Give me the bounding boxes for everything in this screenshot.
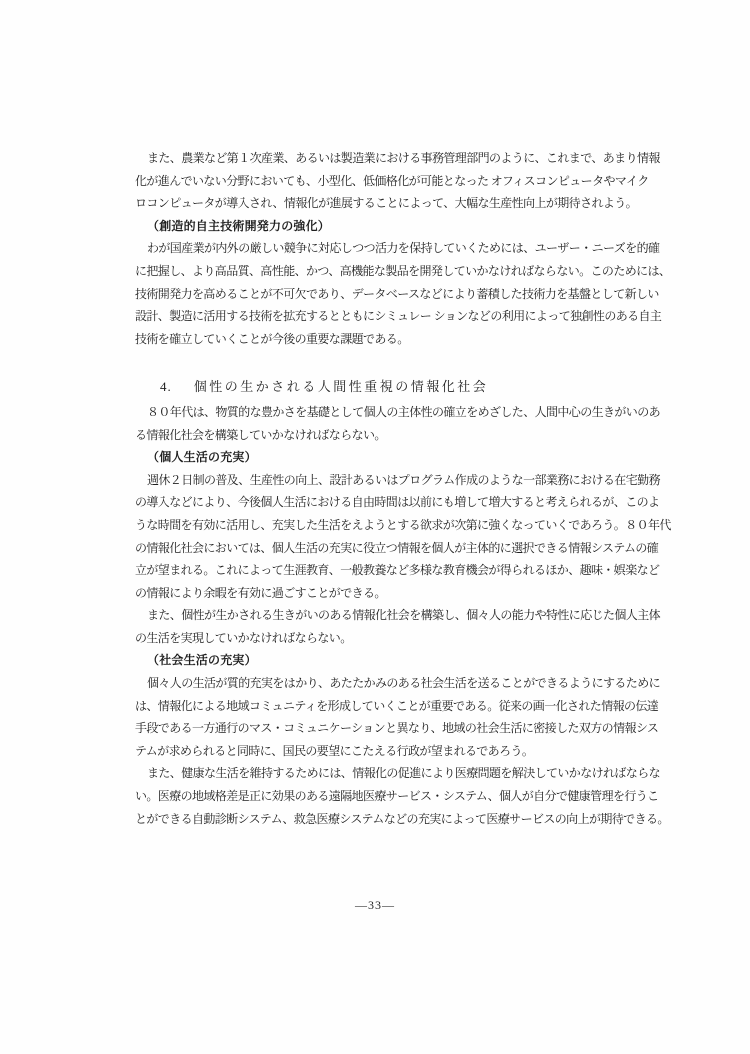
text-line: 週休２日制の普及、生産性の向上、設計あるいはプログラム作成のような一部業務における在宅勤務 [147,472,660,487]
text-line: ８０年代は、物質的な豊かさを基礎として個人の主体性の確立をめざした、人間中心の生きがいのあ [147,404,661,419]
text-line: また、健康な生活を維持するためには、情報化の促進により医療問題を解決していかなければならな [147,766,661,781]
subheading: （社会生活の充実） [147,653,257,668]
text-line: 立が望まれる。これによって生涯教育、一般教養など多様な教育機会が得られるほか、趣味・娯楽など [135,563,660,578]
text-line: 技術開発力を高めることが不可欠であり、データベースなどにより蓄積した技術力を基盤として新しい [135,286,659,301]
text-line: 設計、製造に活用する技術を拡充するとともにシミュレー ションなどの利用によって独創性のある自主 [135,309,662,324]
text-line: また、個性が生かされる生きがいのある情報化社会を構築し、個々人の能力や特性に応じた個人主体 [147,608,661,623]
section-heading [135,376,647,399]
paragraph [135,237,671,350]
subheading: （個人生活の充実） [147,450,257,465]
paragraph [135,469,671,605]
text-line: い。医療の地域格差是正に効果のある遠隔地医療サービス・システム、個人が自分で健康管理を行うこ [135,789,659,804]
document-content [135,147,671,830]
subheading: （創造的自主技術開発力の強化） [147,218,331,233]
text-line: の導入などにより、今後個人生活における自由時間は以前にも増して増大すると考えられるが、このよ [135,495,660,510]
text-line: 技術を確立していくことが今後の重要な課題である。 [135,331,409,346]
text-line: 化が進んでいない分野においても、小型化、低価格化が可能となった オフィスコンピュータやマイク [135,173,649,188]
section-number: 4. [160,379,172,395]
page-number: —33— [355,898,395,912]
text-line: テムが求められると同時に、国民の要望にこたえる行政が望まれるであろう。 [135,743,534,758]
paragraph [135,147,660,215]
text-line: 手段である一方通行のマス・コミュニケーションと異なり、地域の社会生活に密接した双方の情報シス [135,721,659,736]
text-line: は、情報化による地域コミュニティを形成していくことが重要である。従来の画一化された情報の伝達 [135,698,659,713]
text-line: ロコンピュータが導入され、情報化が進展することによって、大幅な生産性向上が期待されよう。 [135,196,638,211]
paragraph [135,401,661,446]
text-line: とができる自動診断システム、救急医療システムなどの充実によって医療サービスの向上が期待できる。 [135,811,669,826]
text-line: 個々人の生活が質的充実をはかり、あたたかみのある社会生活を送ることができるようにするために [147,676,661,691]
paragraph [135,672,661,762]
text-line: の情報により余暇を有効に過ごすことができる。 [135,585,386,600]
text-line: また、農業など第１次産業、あるいは製造業における事務管理部門のように、これまで、あまり情報 [147,151,660,165]
text-line: に把握し、より高品質、高性能、かつ、高機能な製品を開発していかなければならない。このためには、 [135,263,671,278]
text-line: わが国産業が内外の厳しい競争に対応しつつ活力を保持していくためには、ユーザー・ニーズを的確 [147,241,660,256]
text-line: の情報化社会においては、個人生活の充実に役立つ情報を個人が主体的に選択できる情報システムの確 [135,540,659,555]
text-line: る情報化社会を構築していかなければならない。 [135,427,386,442]
paragraph [135,762,669,830]
paragraph [135,604,661,649]
text-line: うな時間を有効に活用し、充実した生活をえようとする欲求が次第に強くなっていくであろう。８０年代 [135,517,671,532]
section-title: 個性の生かされる人間性重視の情報化社会 [193,379,489,395]
text-line: の生活を実現していかなければならない。 [135,630,352,645]
